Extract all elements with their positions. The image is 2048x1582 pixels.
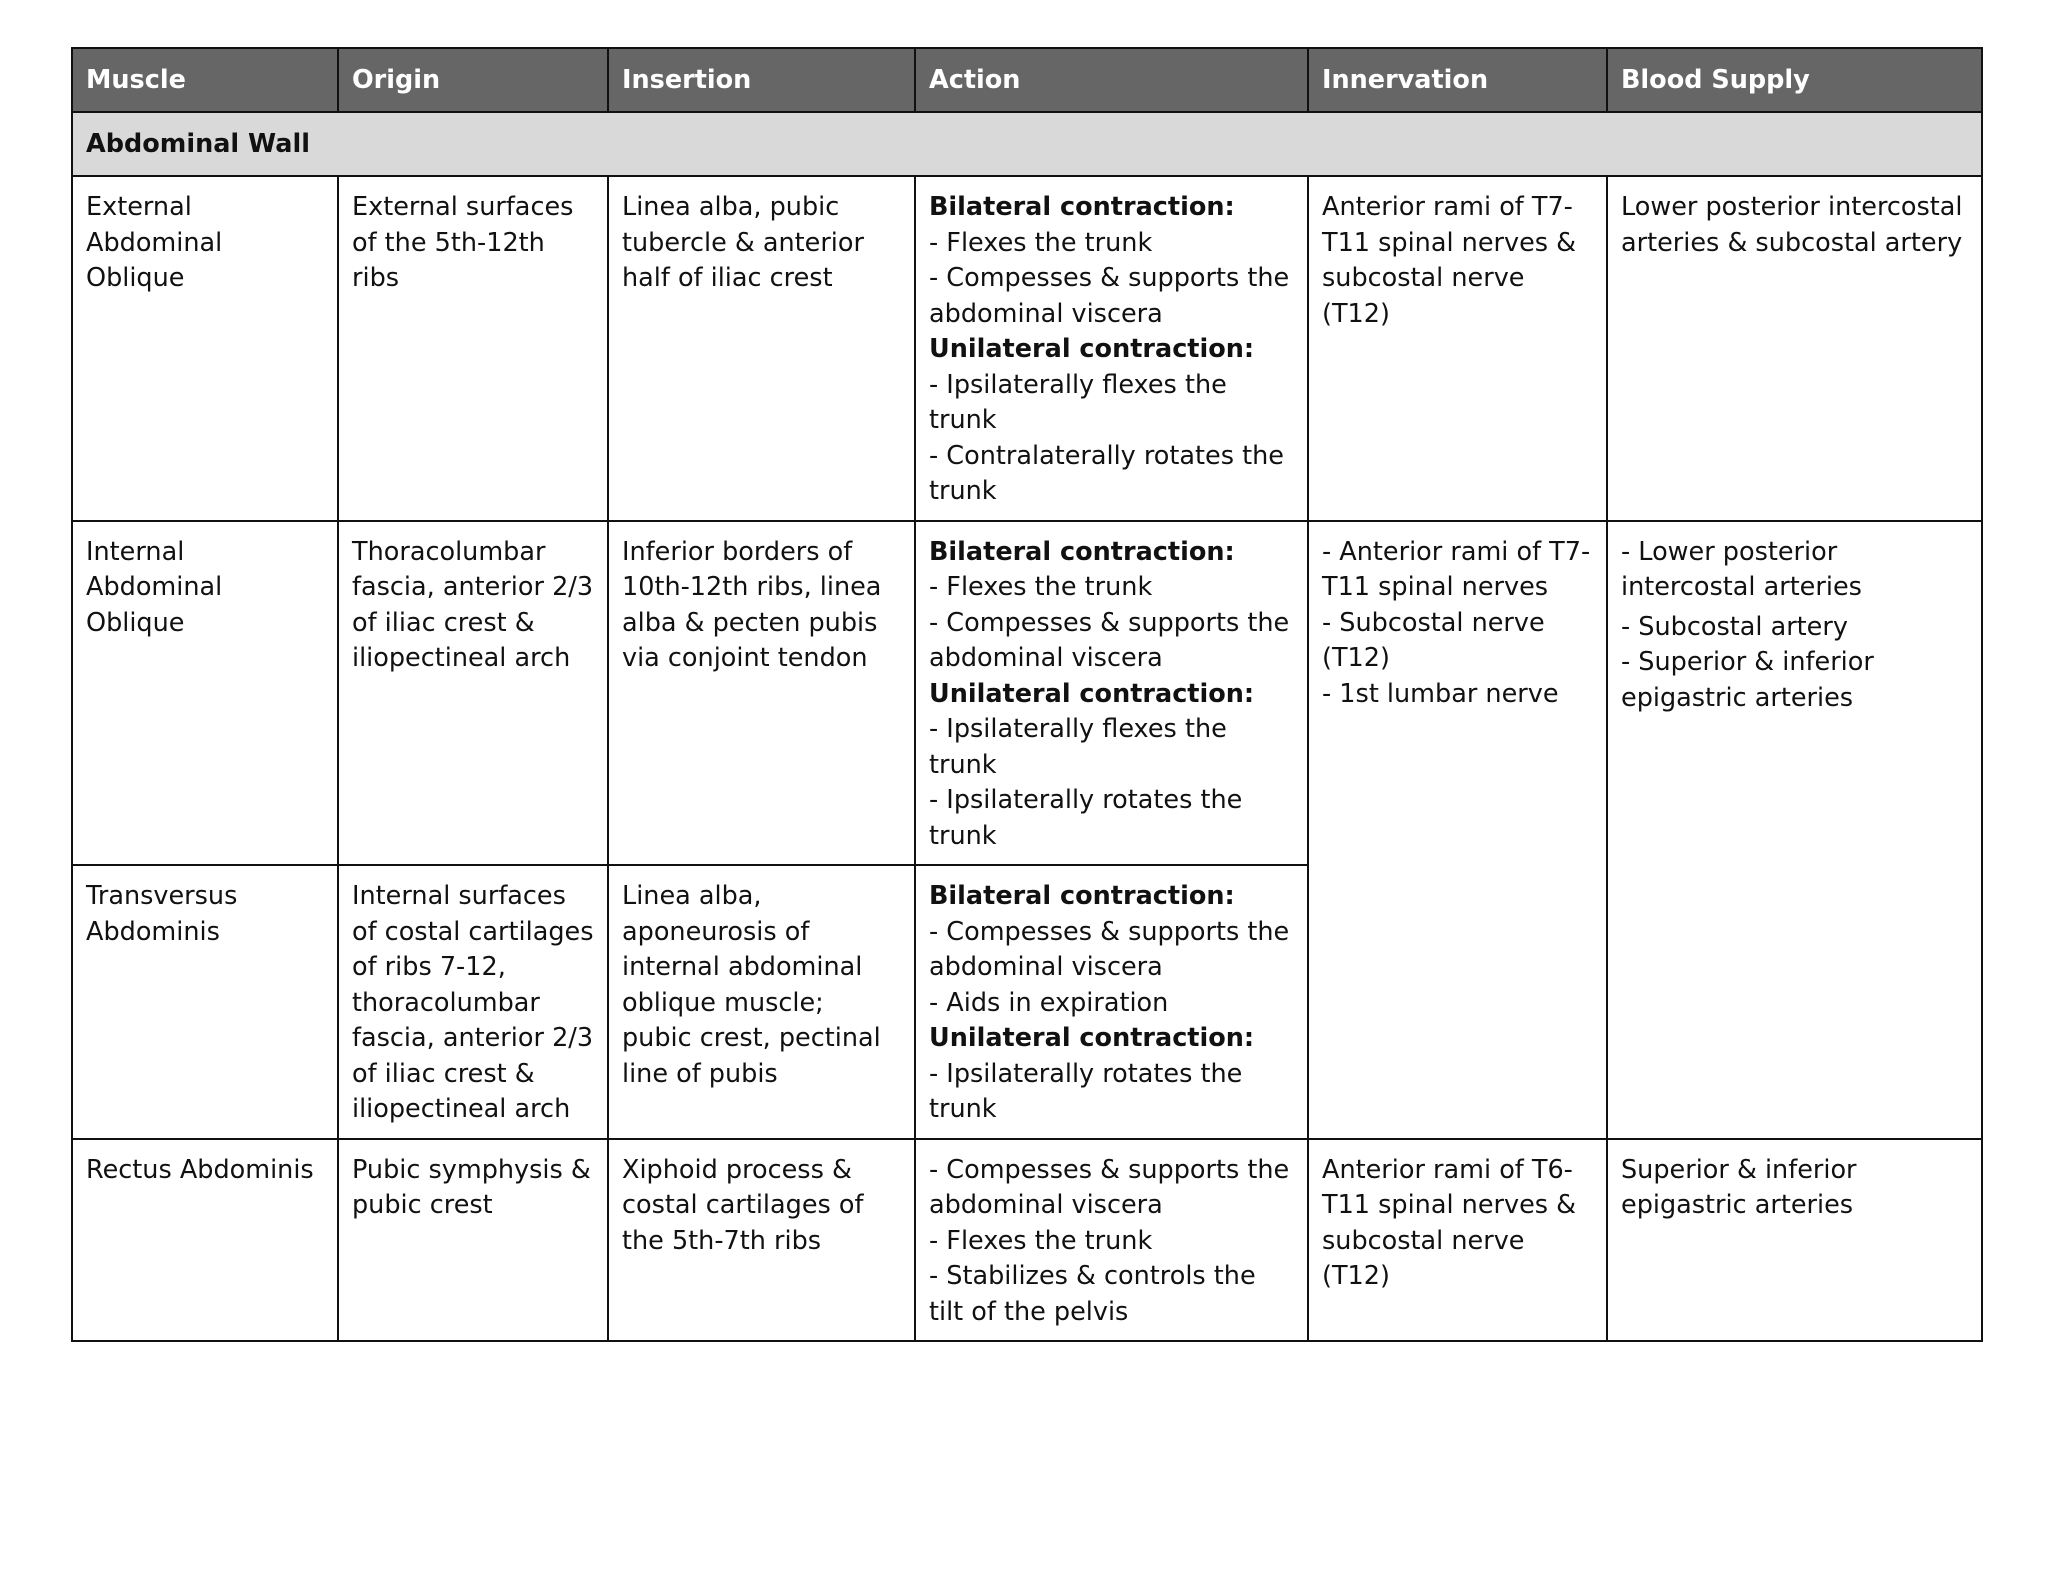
- action-item: - Ipsilaterally flexes the trunk: [929, 714, 1227, 780]
- section-title: Abdominal Wall: [72, 112, 1982, 176]
- origin-cell: Internal surfaces of costal cartilages of ribs 7-12, thoracolumbar fascia, anterior 2/3 of iliac crest & iliopectineal arch: [338, 865, 608, 1139]
- table-row: [72, 1139, 1982, 1342]
- blood-supply-cell: Lower posterior intercostal arteries & subcostal artery: [1607, 176, 1982, 521]
- action-item: - Compesses & supports the abdominal viscera: [929, 607, 1290, 673]
- muscle-cell: Transversus Abdominis: [72, 865, 338, 1139]
- muscle-table: [71, 47, 1983, 1342]
- action-item: - Compesses & supports the abdominal viscera: [929, 916, 1290, 982]
- origin-cell: Thoracolumbar fascia, anterior 2/3 of iliac crest & iliopectineal arch: [338, 521, 608, 866]
- table-row: [72, 521, 1982, 866]
- innervation-item: - Anterior rami of T7-T11 spinal nerves: [1322, 536, 1591, 602]
- innervation-item: - 1st lumbar nerve: [1322, 678, 1559, 709]
- action-heading: Unilateral contraction:: [929, 1023, 1255, 1053]
- action-item: - Flexes the trunk: [929, 1225, 1153, 1256]
- section-row: [72, 112, 1982, 176]
- innervation-cell: [1308, 521, 1607, 1139]
- insertion-cell: Inferior borders of 10th-12th ribs, linea alba & pecten pubis via conjoint tendon: [608, 521, 915, 866]
- header-row: [72, 48, 1982, 112]
- action-cell: [915, 521, 1308, 866]
- innervation-item: - Subcostal nerve (T12): [1322, 607, 1545, 673]
- action-heading: Bilateral contraction:: [929, 192, 1235, 222]
- action-item: - Flexes the trunk: [929, 227, 1153, 258]
- blood-supply-item: - Lower posterior intercostal arteries: [1621, 536, 1862, 602]
- action-heading: Bilateral contraction:: [929, 536, 1235, 567]
- action-heading: Unilateral contraction:: [929, 334, 1255, 364]
- muscle-cell: Internal Abdominal Oblique: [72, 521, 338, 866]
- innervation-cell: Anterior rami of T6-T11 spinal nerves & subcostal nerve (T12): [1308, 1139, 1607, 1342]
- action-item: - Stabilizes & controls the tilt of the pelvis: [929, 1261, 1256, 1327]
- innervation-cell: Anterior rami of T7-T11 spinal nerves & subcostal nerve (T12): [1308, 176, 1607, 521]
- action-item: - Ipsilaterally rotates the trunk: [929, 785, 1243, 851]
- blood-supply-item: - Subcostal artery: [1621, 611, 1848, 642]
- blood-supply-cell: Superior & inferior epigastric arteries: [1607, 1139, 1982, 1342]
- action-cell: [915, 865, 1308, 1139]
- origin-cell: External surfaces of the 5th-12th ribs: [338, 176, 608, 521]
- header-origin: Origin: [338, 48, 608, 112]
- header-insertion: Insertion: [608, 48, 915, 112]
- action-item: - Aids in expiration: [929, 987, 1169, 1018]
- insertion-cell: Linea alba, aponeurosis of internal abdominal oblique muscle; pubic crest, pectinal line of pubis: [608, 865, 915, 1139]
- action-item: - Compesses & supports the abdominal viscera: [929, 1154, 1290, 1220]
- action-item: - Ipsilaterally flexes the trunk: [929, 369, 1227, 435]
- action-item: - Compesses & supports the abdominal viscera: [929, 263, 1290, 329]
- insertion-cell: Xiphoid process & costal cartilages of the 5th-7th ribs: [608, 1139, 915, 1342]
- action-item: - Contralaterally rotates the trunk: [929, 440, 1284, 506]
- blood-supply-item: - Superior & inferior epigastric arteries: [1621, 647, 1874, 713]
- origin-cell: Pubic symphysis & pubic crest: [338, 1139, 608, 1342]
- muscle-cell: Rectus Abdominis: [72, 1139, 338, 1342]
- action-cell: [915, 1139, 1308, 1342]
- header-innervation: Innervation: [1308, 48, 1607, 112]
- action-item: - Ipsilaterally rotates the trunk: [929, 1058, 1243, 1124]
- header-muscle: Muscle: [72, 48, 338, 112]
- muscle-cell: External Abdominal Oblique: [72, 176, 338, 521]
- blood-supply-cell: [1607, 521, 1982, 1139]
- action-heading: Unilateral contraction:: [929, 678, 1255, 709]
- action-item: - Flexes the trunk: [929, 572, 1153, 602]
- action-heading: Bilateral contraction:: [929, 881, 1235, 911]
- table-row: [72, 176, 1982, 521]
- header-blood-supply: Blood Supply: [1607, 48, 1982, 112]
- header-action: Action: [915, 48, 1308, 112]
- action-cell: [915, 176, 1308, 521]
- insertion-cell: Linea alba, pubic tubercle & anterior half of iliac crest: [608, 176, 915, 521]
